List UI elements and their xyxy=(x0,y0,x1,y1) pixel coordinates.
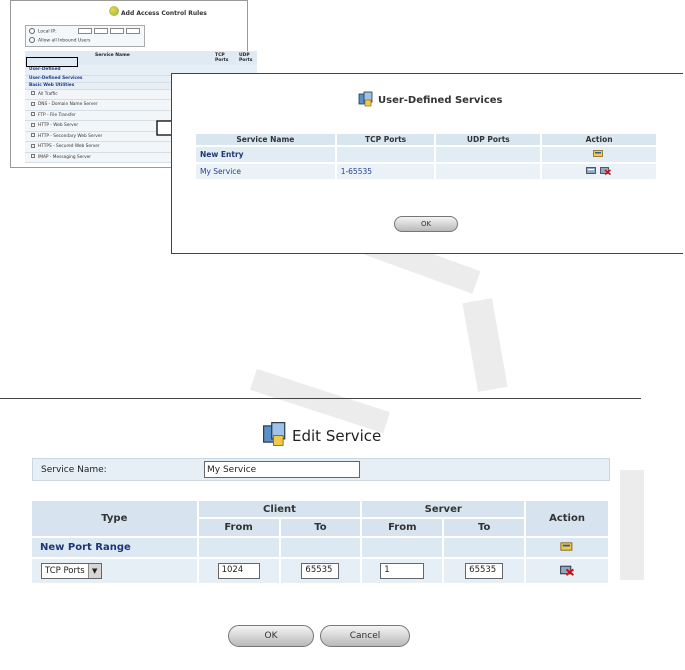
radio-local-ip[interactable]: Local IP: xyxy=(29,28,57,35)
table-header-row xyxy=(196,134,657,146)
delete-icon[interactable] xyxy=(560,564,574,576)
panel-title xyxy=(358,91,503,110)
rules-icon xyxy=(109,6,119,16)
panel-title xyxy=(262,421,381,451)
table-header-row xyxy=(32,501,609,518)
col-client-from: From xyxy=(198,518,280,537)
table-row xyxy=(32,558,609,584)
list-item[interactable]: HTTPS - Secured Web Server xyxy=(25,142,257,153)
col-client-to: To xyxy=(280,518,362,537)
client-to-input[interactable]: 65535 xyxy=(301,563,339,579)
ip-octet[interactable] xyxy=(78,28,92,34)
panel-title-text: User-Defined Services xyxy=(378,95,503,106)
col-client: Client xyxy=(198,501,362,518)
col-service-name: Service Name xyxy=(95,53,130,58)
edit-service-panel xyxy=(0,398,641,670)
checkbox[interactable] xyxy=(31,91,35,95)
col-action: Action xyxy=(525,501,609,537)
col-action: Action xyxy=(541,134,657,146)
radio-all-users[interactable]: Allow all Inbound Users xyxy=(29,37,91,44)
panel-title-text: Edit Service xyxy=(292,427,382,445)
col-udp-ports: UDP Ports xyxy=(435,134,541,146)
ok-button[interactable]: OK xyxy=(228,625,314,647)
ip-octet[interactable] xyxy=(110,28,124,34)
cancel-button[interactable]: Cancel xyxy=(320,625,410,647)
table-row xyxy=(196,163,657,180)
col-tcp: TCP Ports xyxy=(215,53,229,63)
thumbnail-row-basic: Basic Web Utilities xyxy=(25,83,257,90)
checkbox[interactable] xyxy=(31,112,35,116)
checkbox[interactable] xyxy=(31,154,35,158)
service-name-input[interactable] xyxy=(204,461,360,478)
client-from-input[interactable]: 1024 xyxy=(218,563,260,579)
new-entry-row xyxy=(196,146,657,163)
list-item[interactable]: All Traffic xyxy=(25,90,257,101)
col-udp: UDP Ports xyxy=(239,53,253,63)
col-tcp-ports: TCP Ports xyxy=(336,134,436,146)
ip-octet[interactable] xyxy=(126,28,140,34)
services-table xyxy=(196,134,658,181)
list-item[interactable]: HTTP - Web Server xyxy=(25,121,257,132)
service-name-row xyxy=(32,458,610,481)
thumbnail-row-user-defined[interactable]: User-Defined xyxy=(25,65,257,76)
port-ranges-table xyxy=(32,501,610,585)
new-port-range-link[interactable]: New Port Range xyxy=(32,537,198,558)
new-port-range-row xyxy=(32,537,609,558)
col-server-from: From xyxy=(361,518,443,537)
add-icon[interactable] xyxy=(593,149,604,158)
chevron-down-icon[interactable]: ▼ xyxy=(88,564,101,578)
tcp-ports-cell: 1-65535 xyxy=(336,163,436,180)
thumbnail-title: Add Access Control Rules xyxy=(121,10,207,17)
col-server: Server xyxy=(361,501,525,518)
list-item[interactable]: FTP - File Transfer xyxy=(25,111,257,122)
thumbnail-row-user-defined-services[interactable]: User-Defined Services xyxy=(25,76,257,83)
ok-button[interactable]: OK xyxy=(394,216,458,232)
list-item[interactable]: IMAP - Messaging Server xyxy=(25,153,257,164)
col-server-to: To xyxy=(443,518,525,537)
highlight-box xyxy=(26,57,78,67)
server-to-input[interactable]: 65535 xyxy=(465,563,503,579)
add-icon[interactable] xyxy=(560,541,574,552)
protocol-select[interactable] xyxy=(41,563,102,579)
server-from-input[interactable]: 1 xyxy=(380,563,424,579)
delete-icon[interactable] xyxy=(600,166,611,175)
protocol-select-value: TCP Ports xyxy=(45,566,85,576)
list-item[interactable]: DNS - Domain Name Server xyxy=(25,100,257,111)
watermark-shape xyxy=(462,298,507,392)
checkbox[interactable] xyxy=(31,123,35,127)
user-defined-services-panel xyxy=(171,73,683,254)
checkbox[interactable] xyxy=(31,133,35,137)
new-entry-link[interactable]: New Entry xyxy=(196,146,336,163)
thumbnail-radio-group xyxy=(25,25,145,47)
service-name-label: Service Name: xyxy=(41,465,107,475)
col-service-name: Service Name xyxy=(196,134,336,146)
service-name-cell[interactable]: My Service xyxy=(196,163,336,180)
checkbox[interactable] xyxy=(31,102,35,106)
edit-icon[interactable] xyxy=(586,166,597,175)
ip-octet[interactable] xyxy=(94,28,108,34)
udp-ports-cell xyxy=(435,163,541,180)
checkbox[interactable] xyxy=(31,144,35,148)
col-type: Type xyxy=(32,501,198,537)
services-icon xyxy=(358,91,374,110)
services-icon xyxy=(262,421,288,451)
list-item[interactable]: HTTP - Secondary Web Server xyxy=(25,132,257,143)
